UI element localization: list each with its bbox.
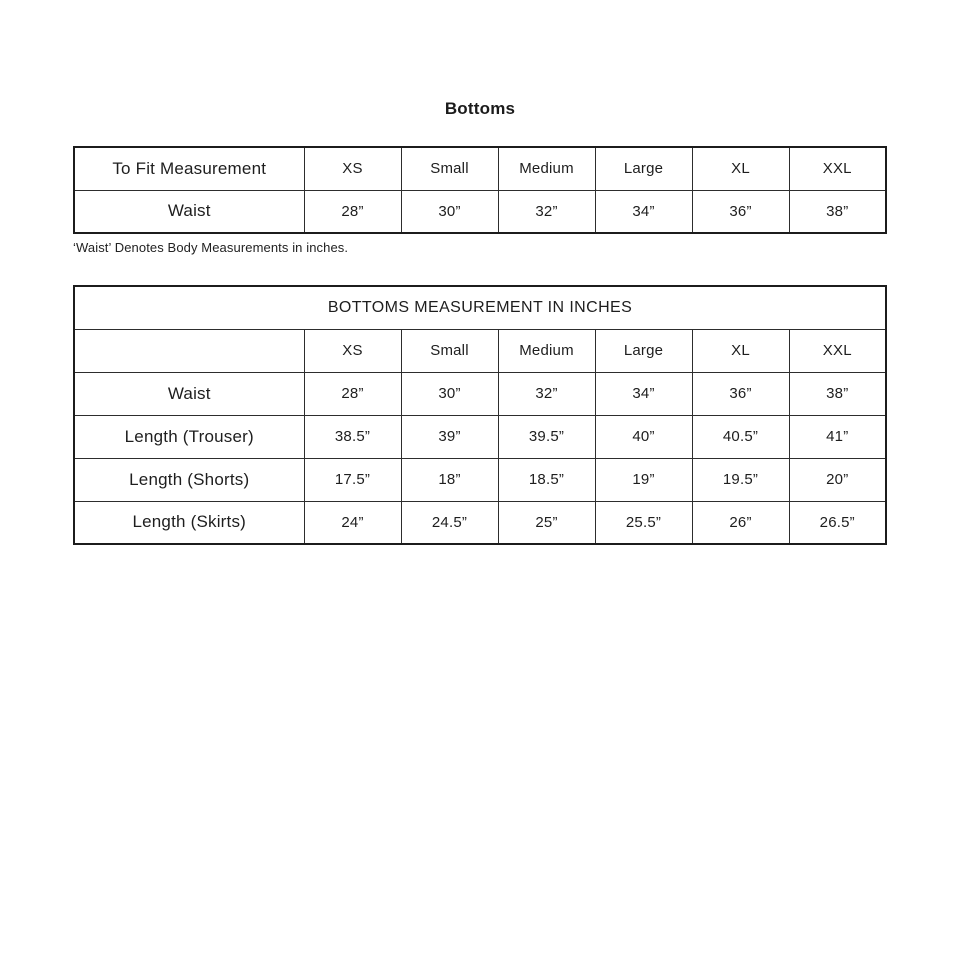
size-header-xs: XS (304, 147, 401, 190)
measurement-row-length-shorts (74, 458, 886, 501)
size-header-xl: XL (692, 329, 789, 372)
row-label-waist: Waist (74, 372, 304, 415)
cell-value: 39.5” (498, 415, 595, 458)
waist-value-medium: 32” (498, 190, 595, 233)
waist-value-large: 34” (595, 190, 692, 233)
size-header-small: Small (401, 329, 498, 372)
cell-value: 26” (692, 501, 789, 544)
size-header-large: Large (595, 147, 692, 190)
cell-value: 25” (498, 501, 595, 544)
waist-value-xl: 36” (692, 190, 789, 233)
measurement-row-waist (74, 372, 886, 415)
cell-value: 18” (401, 458, 498, 501)
measurement-row-length-trouser (74, 415, 886, 458)
cell-value: 40” (595, 415, 692, 458)
measurement-table-title-row (74, 286, 886, 329)
cell-value: 19” (595, 458, 692, 501)
waist-value-xs: 28” (304, 190, 401, 233)
size-header-medium: Medium (498, 147, 595, 190)
row-label-length-skirts: Length (Skirts) (74, 501, 304, 544)
cell-value: 24” (304, 501, 401, 544)
cell-value: 24.5” (401, 501, 498, 544)
cell-value: 36” (692, 372, 789, 415)
cell-value: 17.5” (304, 458, 401, 501)
row-label-waist: Waist (74, 190, 304, 233)
fit-measurement-table (73, 146, 887, 234)
size-header-medium: Medium (498, 329, 595, 372)
size-header-large: Large (595, 329, 692, 372)
cell-value: 25.5” (595, 501, 692, 544)
cell-value: 20” (789, 458, 886, 501)
cell-value: 41” (789, 415, 886, 458)
empty-corner-cell (74, 329, 304, 372)
size-header-xxl: XXL (789, 329, 886, 372)
cell-value: 40.5” (692, 415, 789, 458)
fit-table-header-label: To Fit Measurement (74, 147, 304, 190)
measurement-table-header-row (74, 329, 886, 372)
measurement-row-length-skirts (74, 501, 886, 544)
page-title: Bottoms (444, 99, 516, 118)
fit-table-header-row (74, 147, 886, 190)
waist-value-small: 30” (401, 190, 498, 233)
cell-value: 26.5” (789, 501, 886, 544)
fit-table-waist-row (74, 190, 886, 233)
size-header-xs: XS (304, 329, 401, 372)
size-header-xl: XL (692, 147, 789, 190)
cell-value: 38.5” (304, 415, 401, 458)
waist-footnote: ‘Waist’ Denotes Body Measurements in inches. (73, 240, 349, 255)
cell-value: 28” (304, 372, 401, 415)
cell-value: 39” (401, 415, 498, 458)
cell-value: 30” (401, 372, 498, 415)
cell-value: 34” (595, 372, 692, 415)
measurement-table-title: BOTTOMS MEASUREMENT IN INCHES (74, 286, 886, 329)
row-label-length-trouser: Length (Trouser) (74, 415, 304, 458)
waist-value-xxl: 38” (789, 190, 886, 233)
size-header-xxl: XXL (789, 147, 886, 190)
bottoms-measurement-table (73, 285, 887, 545)
row-label-length-shorts: Length (Shorts) (74, 458, 304, 501)
cell-value: 32” (498, 372, 595, 415)
cell-value: 19.5” (692, 458, 789, 501)
cell-value: 18.5” (498, 458, 595, 501)
cell-value: 38” (789, 372, 886, 415)
size-header-small: Small (401, 147, 498, 190)
